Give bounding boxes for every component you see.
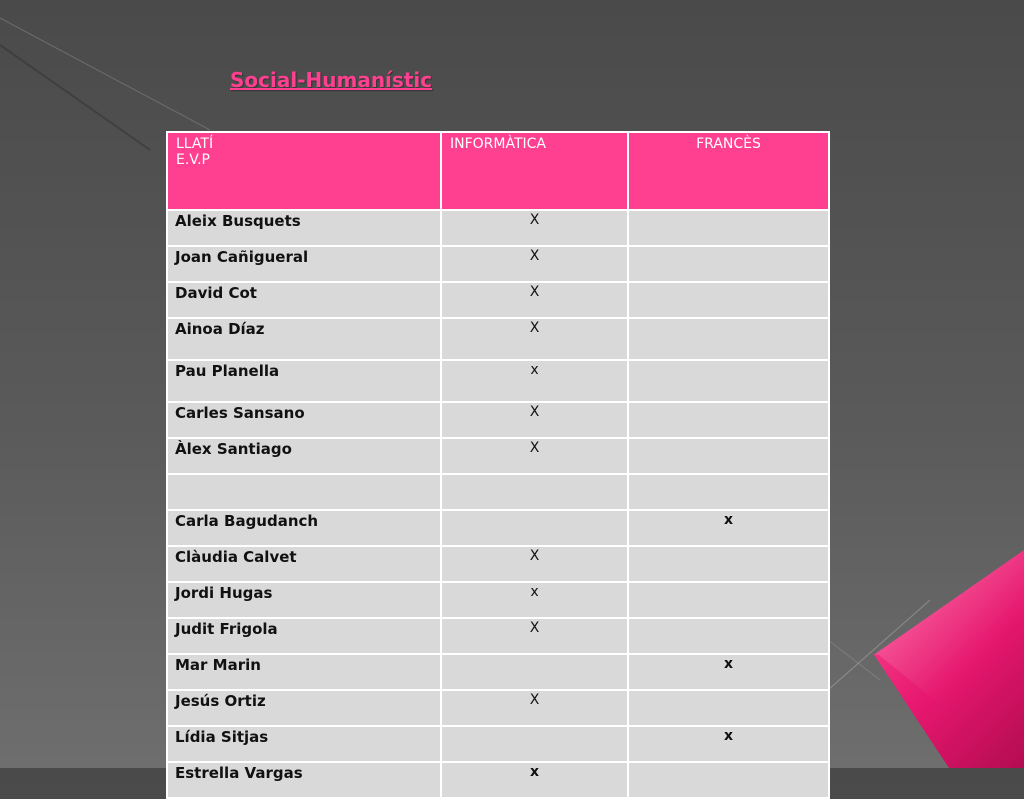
student-name: Judit Frigola — [167, 618, 441, 654]
informatica-mark: x — [441, 762, 628, 798]
informatica-mark — [441, 510, 628, 546]
informatica-mark — [441, 654, 628, 690]
frances-mark — [628, 360, 829, 402]
frances-mark — [628, 546, 829, 582]
header-llati: LLATÍ — [176, 136, 214, 152]
table-row — [167, 318, 829, 360]
informatica-mark — [441, 474, 628, 510]
frances-mark — [628, 690, 829, 726]
informatica-mark: X — [441, 246, 628, 282]
table-row — [167, 402, 829, 438]
student-name — [167, 474, 441, 510]
student-name: Àlex Santiago — [167, 438, 441, 474]
student-name: Carla Bagudanch — [167, 510, 441, 546]
student-name: David Cot — [167, 282, 441, 318]
header-evp: E.V.P — [176, 152, 210, 168]
table-header-row — [167, 132, 829, 210]
student-name: Ainoa Díaz — [167, 318, 441, 360]
frances-mark — [628, 582, 829, 618]
student-name: Joan Cañigueral — [167, 246, 441, 282]
table-row-empty — [167, 474, 829, 510]
frances-mark — [628, 402, 829, 438]
informatica-mark: X — [441, 690, 628, 726]
informatica-mark: X — [441, 546, 628, 582]
informatica-mark: X — [441, 438, 628, 474]
frances-mark — [628, 210, 829, 246]
student-name: Aleix Busquets — [167, 210, 441, 246]
table-row — [167, 246, 829, 282]
frances-mark — [628, 618, 829, 654]
student-name: Lídia Sitjas — [167, 726, 441, 762]
informatica-mark: X — [441, 618, 628, 654]
table-row — [167, 210, 829, 246]
header-llati-evp — [167, 132, 441, 210]
frances-mark — [628, 318, 829, 360]
table-row — [167, 438, 829, 474]
header-informatica: INFORMÀTICA — [441, 132, 628, 210]
table-row — [167, 726, 829, 762]
table-row — [167, 582, 829, 618]
page-title: Social-Humanístic — [230, 68, 433, 92]
informatica-mark: x — [441, 360, 628, 402]
table-row — [167, 282, 829, 318]
frances-mark: x — [628, 510, 829, 546]
student-name: Jordi Hugas — [167, 582, 441, 618]
informatica-mark — [441, 726, 628, 762]
informatica-mark: X — [441, 210, 628, 246]
table-row — [167, 360, 829, 402]
frances-mark — [628, 282, 829, 318]
table-row — [167, 762, 829, 798]
student-name: Estrella Vargas — [167, 762, 441, 798]
student-name: Pau Planella — [167, 360, 441, 402]
frances-mark: x — [628, 726, 829, 762]
frances-mark — [628, 762, 829, 798]
frances-mark — [628, 246, 829, 282]
header-frances: FRANCÈS — [628, 132, 829, 210]
table-row — [167, 546, 829, 582]
frances-mark — [628, 438, 829, 474]
table-row — [167, 618, 829, 654]
student-name: Clàudia Calvet — [167, 546, 441, 582]
student-name: Carles Sansano — [167, 402, 441, 438]
students-table — [166, 131, 830, 799]
informatica-mark: x — [441, 582, 628, 618]
frances-mark: x — [628, 654, 829, 690]
table-row — [167, 510, 829, 546]
informatica-mark: X — [441, 318, 628, 360]
student-name: Mar Marin — [167, 654, 441, 690]
informatica-mark: X — [441, 402, 628, 438]
table-row — [167, 654, 829, 690]
frances-mark — [628, 474, 829, 510]
student-name: Jesús Ortiz — [167, 690, 441, 726]
informatica-mark: X — [441, 282, 628, 318]
table-row — [167, 690, 829, 726]
